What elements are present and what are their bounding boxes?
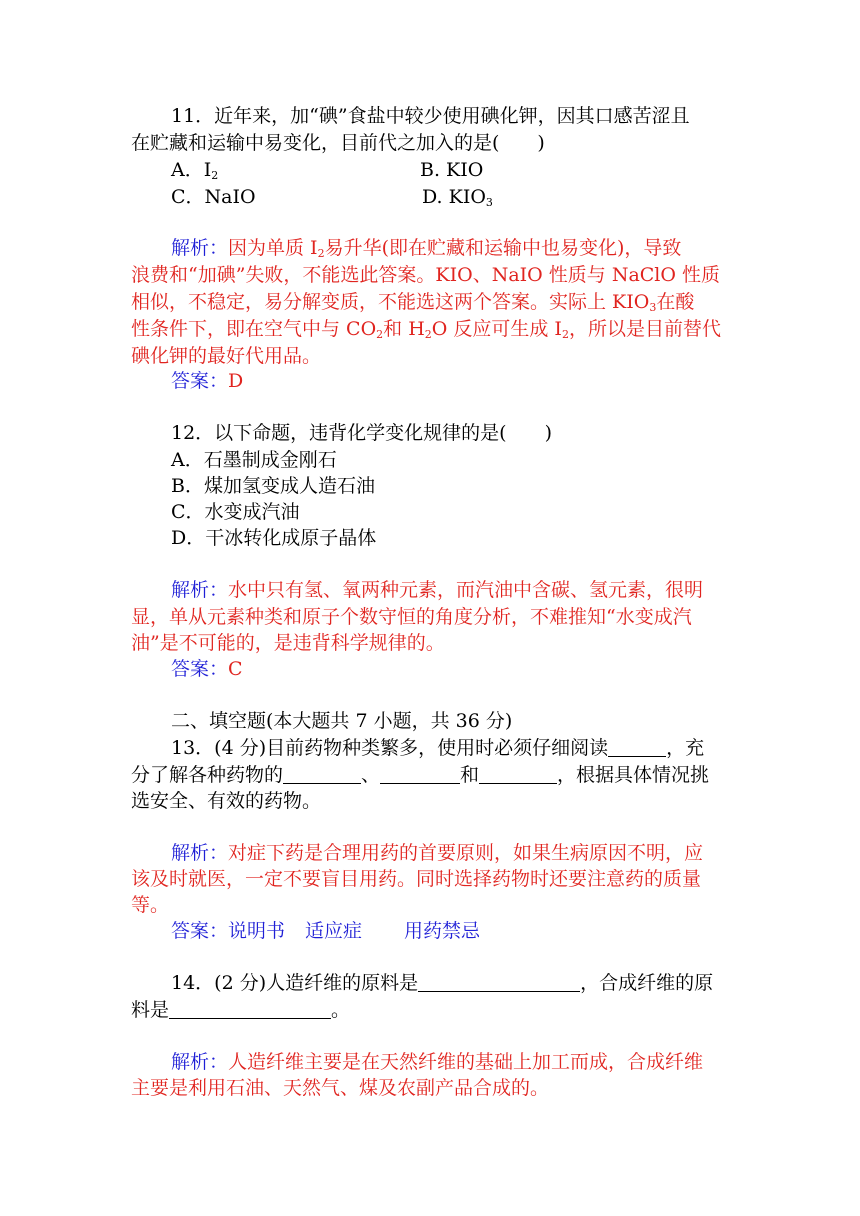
- q12-answer: 答案：C: [171, 658, 243, 680]
- q12-option-d: D．干冰转化成原子晶体: [171, 527, 377, 549]
- blank-line: [283, 765, 361, 784]
- q11-analysis-line4: 性条件下，即在空气中与 $CO_2$和 $H_2O$ 反应可生成 $I_2$，所以是目前替代: [131, 318, 721, 341]
- q12-analysis-line1: 解析：水中只有氢、氧两种元素，而汽油中含碳、氢元素，很明: [171, 579, 704, 601]
- answer-label: 答案：: [171, 658, 229, 680]
- q11-answer: 答案：D: [171, 370, 244, 392]
- q11-option-d: D. $KIO_3$: [422, 186, 493, 209]
- q11-analysis-line5: 碘化钾的最好代用品。: [131, 345, 322, 367]
- q13-answer: 答案：说明书 适应症 用药禁忌: [171, 920, 481, 942]
- q14-line1: 14．(2 分)人造纤维的原料是 ，合成纤维的原: [171, 972, 714, 994]
- q13-line1: 13．(4 分)目前药物种类繁多，使用时必须仔细阅读 ，充: [171, 737, 705, 759]
- q14-line2: 料是 。: [131, 999, 351, 1021]
- analysis-label: 解析：: [171, 579, 229, 601]
- q12-analysis-line3: 油”是不可能的，是违背科学规律的。: [131, 632, 445, 654]
- q13-analysis-line1: 解析：对症下药是合理用药的首要原则，如果生病原因不明，应: [171, 842, 704, 864]
- analysis-label: 解析：: [171, 842, 229, 864]
- q11-option-a: A．$I_2$: [171, 159, 219, 182]
- q11-line2: 在贮藏和运输中易变化，目前代之加入的是( ): [131, 132, 545, 154]
- analysis-label: 解析：: [171, 237, 229, 259]
- q13-analysis-line3: 等。: [131, 894, 170, 916]
- q11-analysis-line1: 解析：因为单质 $I_2$易升华(即在贮藏和运输中也易变化)，导致: [171, 237, 682, 260]
- blank-line: [418, 973, 580, 992]
- q12-analysis-line2: 显，单从元素种类和原子个数守恒的角度分析，不难推知“水变成汽: [131, 606, 692, 628]
- q13-line2: 分了解各种药物的 、 和 ，根据具体情况挑: [131, 764, 710, 786]
- q12-line1: 12．以下命题，违背化学变化规律的是( ): [171, 422, 553, 444]
- blank-line: [380, 765, 460, 784]
- q14-analysis-line2: 主要是利用石油、天然气、煤及农副产品合成的。: [131, 1077, 550, 1099]
- q11-analysis-line3: 相似，不稳定，易分解变质，不能选这两个答案。实际上 $KIO_3$在酸: [131, 291, 695, 314]
- blank-line: [169, 1000, 331, 1019]
- section-heading: 二、填空题(本大题共 7 小题，共 36 分): [171, 710, 513, 732]
- q11-option-c: C．NaIO: [171, 186, 256, 208]
- q12-option-b: B．煤加氢变成人造石油: [171, 475, 375, 497]
- q13-analysis-line2: 该及时就医，一定不要盲目用药。同时选择药物时还要注意药的质量: [131, 868, 702, 890]
- q14-analysis-line1: 解析：人造纤维主要是在天然纤维的基础上加工而成，合成纤维: [171, 1051, 704, 1073]
- analysis-label: 解析：: [171, 1051, 229, 1073]
- q13-line3: 选安全、有效的药物。: [131, 790, 322, 812]
- q12-option-a: A．石墨制成金刚石: [171, 449, 337, 471]
- answer-label: 答案：: [171, 920, 229, 942]
- q11-option-b: B. KIO: [420, 159, 484, 181]
- q11-line1: 11．近年来，加“碘”食盐中较少使用碘化钾，因其口感苦涩且: [171, 105, 690, 127]
- answer-label: 答案：: [171, 370, 229, 392]
- q11-analysis-line2: 浪费和“加碘”失败，不能选此答案。KIO、NaIO 性质与 NaClO 性质: [131, 264, 721, 286]
- blank-line: [479, 765, 557, 784]
- blank-line: [608, 738, 666, 757]
- q12-option-c: C．水变成汽油: [171, 501, 300, 523]
